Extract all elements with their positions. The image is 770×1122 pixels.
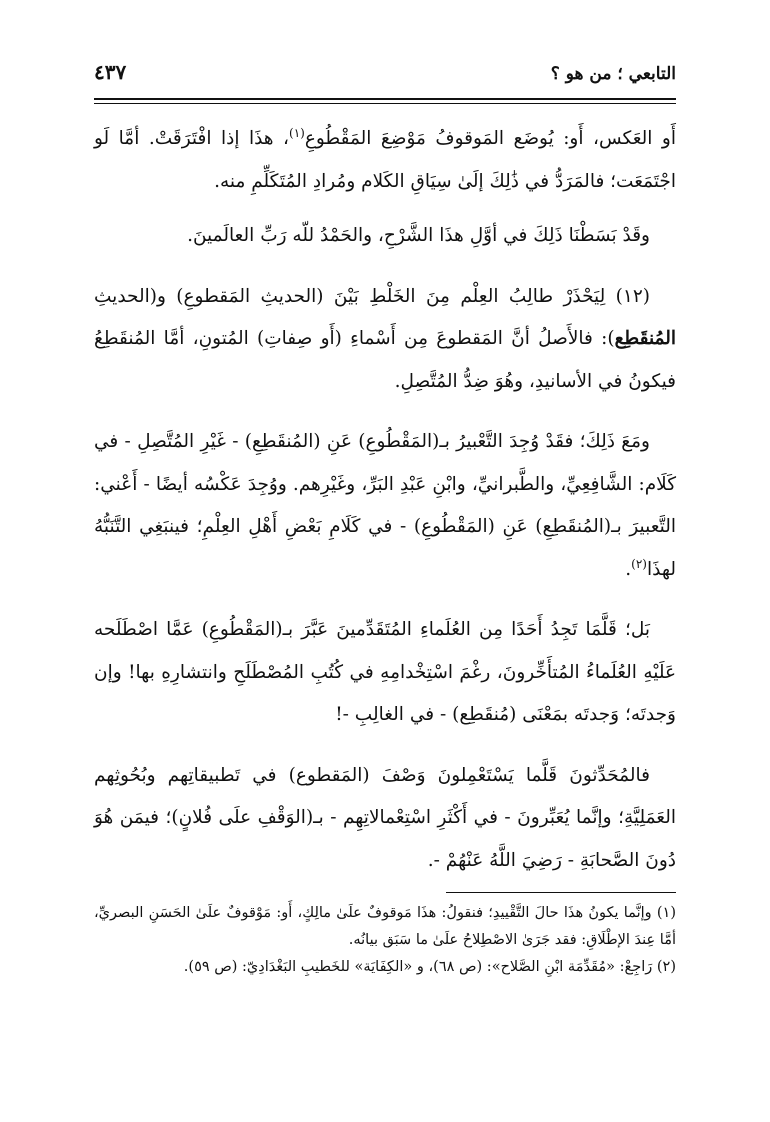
paragraph-5 [94,609,676,737]
paragraph-3 [94,276,676,404]
footnote-ref-1: (١) [289,125,305,140]
paragraph-1-part-1: أَو العَكس، أَو: يُوضَع المَوقوفُ مَوْضِعَ المَقْطُوعِ [304,128,676,149]
paragraph-6 [94,755,676,883]
paragraph-5-text: بَل؛ قَلَّمَا تَجِدُ أَحَدًا مِن العُلَماءِ المُتَقَدِّمينَ عَبَّرَ بـ(المَقْطُوعِ) عَمَّا اصْطَلَحه عَلَيْهِ العُلَماءُ المُتأَخِّرونَ، رغْمَ اسْتِخْدامِهِ في كُتُبِ المُصْطَلَحِ وانتشارِهِ بها! وإن وَجدتَه؛ وَجدتَه بمَعْنَى (مُنقَطِع) - في الغالِبِ -! [94,619,676,725]
paragraph-3-part-1: (١٢) لِيَحْذَرْ طالِبُ العِلْم مِنَ الخَلْطِ بَيْنَ (الحديثِ المَقطوعِ) و(الحديثِ [94,285,650,307]
paragraph-1-part-2: ، هذَا إذا افْتَرَقَتْ. أمَّا لَو اجْتَمَعَت؛ فالمَرَدُّ في ذَٰلِكَ إلَىٰ سِيَاقِ الكَلام ومُرادِ المُتَكَلِّمِ منه. [94,128,676,192]
running-title: التابعي ؛ من هو ؟ [550,64,676,84]
footnote-1: (١) وإنَّما يكونُ هذَا حالَ التَّقْييدِ؛ فنقولُ: هذَا مَوقوفٌ علَىٰ مالِكٍ، أَو: مَوْقوفٌ علَىٰ الحَسَنِ البصريِّ، أمَّا عِندَ الإطْلَاقِ: فقد جَرَىٰ الاصْطِلاحُ علَىٰ ما سَبَق بيانُه. [94,905,676,948]
header-rule-thin [94,103,676,104]
page-number: ٤٣٧ [94,60,127,84]
page-header [94,56,676,96]
header-rule-thick [94,98,676,100]
paragraph-6-text: فالمُحَدِّثونَ قَلَّما يَسْتَعْمِلونَ وَصْفَ (المَقطوع) في تَطبيقاتِهم وبُحُوثِهم العَمَلِيَّةِ؛ وإنَّما يُعَبِّرونَ - في أَكْثَرِ اسْتِعْمالاتِهِم - بـ(الوَقْفِ علَى فُلانٍ)؛ فيمَن هُوَ دُونَ الصَّحابَةِ - رَضِيَ اللَّهُ عَنْهُمْ -. [94,764,676,871]
paragraph-3-part-2: ): فالأَصلُ أنَّ المَقطوعَ مِن أَسْماءِ (أَو صِفاتِ) المُتونِ، أمَّا المُنقَطِعُ فيكونُ في الأسانيدِ، وهُوَ ضِدُّ المُتَّصِلِ. [94,328,676,392]
footnote-ref-2: (٢) [631,556,647,571]
paragraph-3-bold-term: المُنقَطِع [614,328,676,349]
footnote-2: (٢) رَاجِعْ: «مُقَدِّمَة ابْنِ الصَّلاح»: (ص ٦٨)، و «الكِفَايَة» للخَطيبِ البَغْدَادِيّ: (ص ٥٩). [183,959,676,975]
paragraph-4-part-1: ومَعَ ذَلِكَ؛ فقَدْ وُجِدَ التَّعْبيرُ بـ(المَقْطُوعِ) عَنِ (المُنقَطِعِ) - غَيْرِ المُتَّصِلِ - في كَلَام: الشَّافِعِيِّ، والطَّبرانيِّ، وابْنِ عَبْدِ البَرِّ، وغَيْرِهم. ووُجِدَ عَكْسُه أيضًا - أَعْني: التَّعبيرَ بـ(المُنقَطِعِ) عَنِ (المَقْطُوعِ) - في كَلَامِ بَعْضِ أَهْلِ العِلْمِ؛ فينبَغِي التَّنَبُّهُ لهذَا [94,431,676,580]
footnote-separator [446,892,676,893]
paragraph-4 [94,421,676,591]
paragraph-2 [94,215,676,258]
paragraph-1 [94,118,676,203]
footnotes [94,900,676,981]
paragraph-4-part-2: . [625,558,632,580]
paragraph-2-text: وقَدْ بَسَطْنَا ذَلِكَ في أوَّلِ هذَا الشَّرْحِ، والحَمْدُ للّه رَبِّ العالَمينَ. [187,225,650,246]
main-text [94,118,676,894]
